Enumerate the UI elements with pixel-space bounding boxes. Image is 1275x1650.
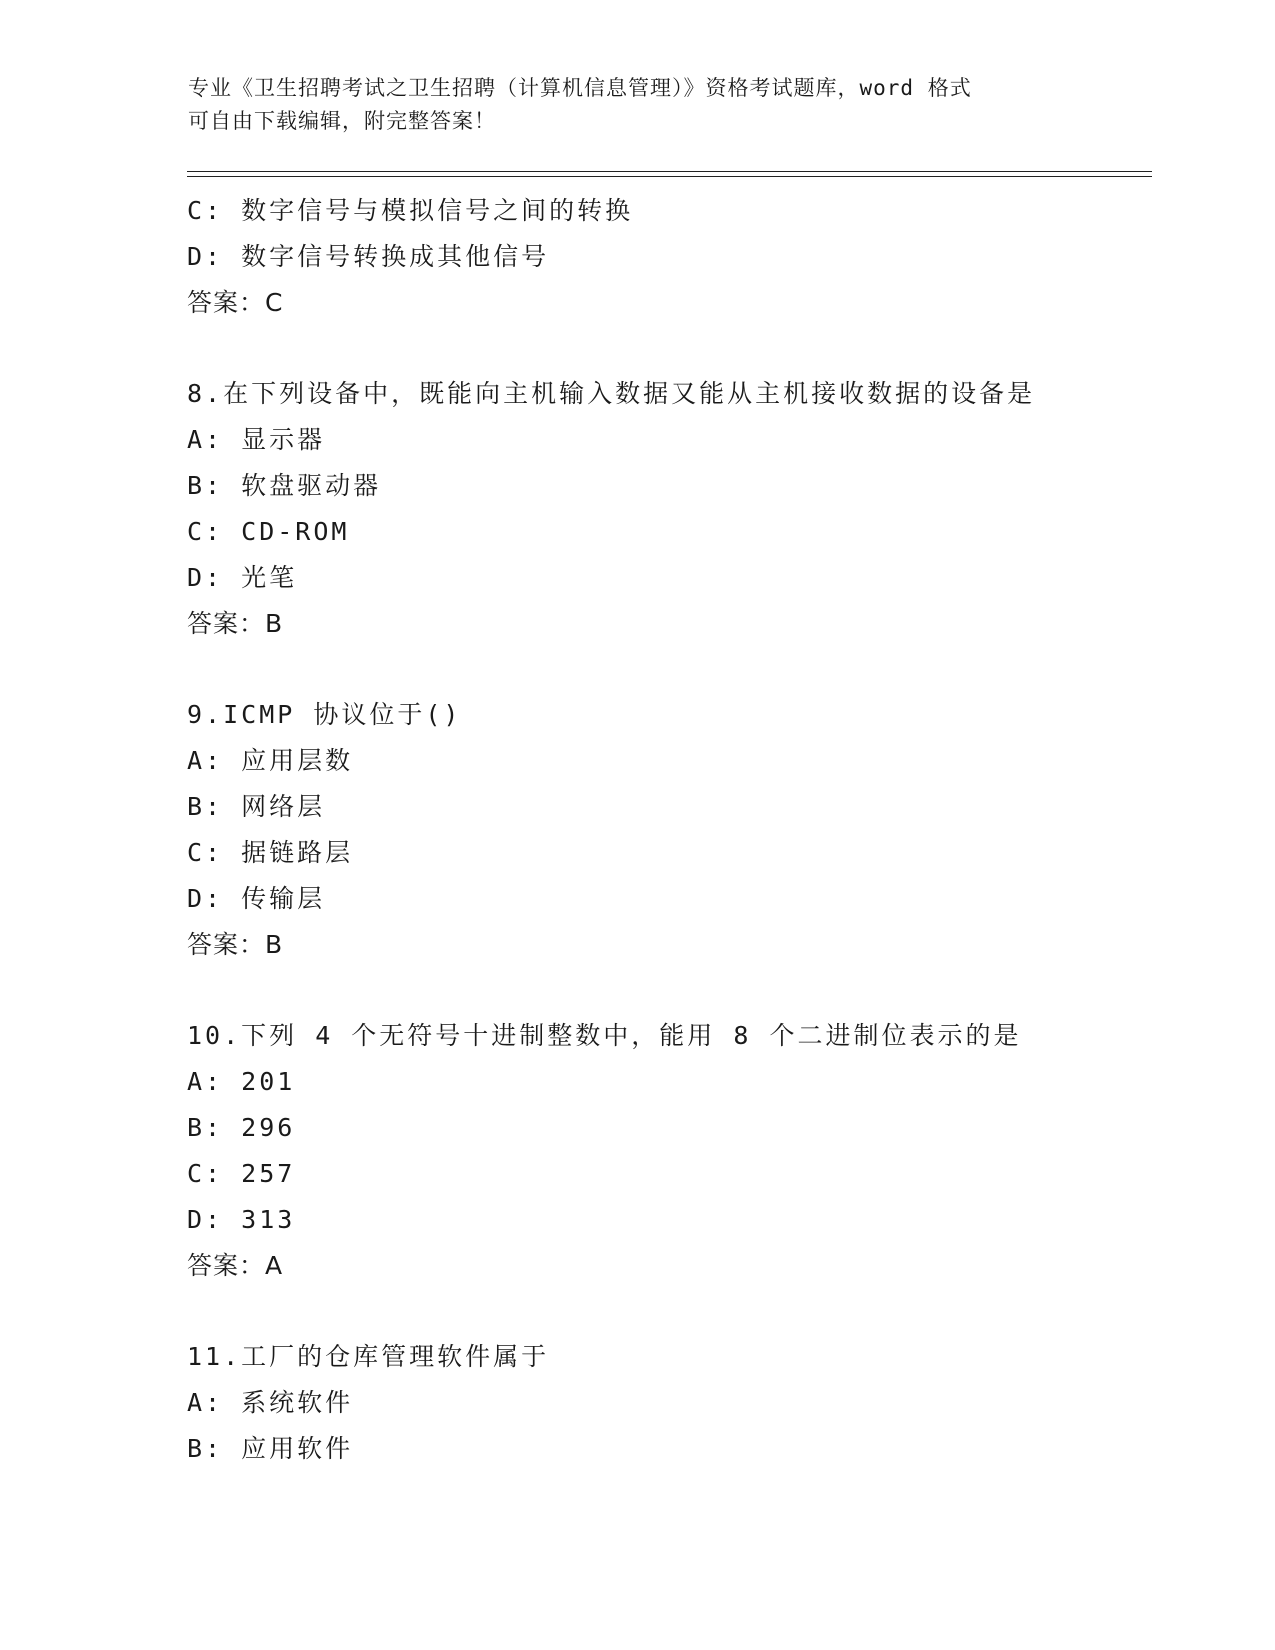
option-a: A: 201 xyxy=(187,1067,296,1096)
answer: 答案：A xyxy=(187,1251,284,1280)
option-d: D: 313 xyxy=(187,1205,296,1234)
header-line-2: 可自由下载编辑，附完整答案！ xyxy=(188,109,496,133)
answer: 答案：C xyxy=(187,288,284,317)
question-list xyxy=(187,188,1147,1472)
option-a: A: 应用层数 xyxy=(187,746,354,775)
option-b: B: 应用软件 xyxy=(187,1434,354,1463)
option-c: C: 257 xyxy=(187,1159,296,1188)
header-divider-bottom xyxy=(187,176,1152,177)
option-c: C: 据链路层 xyxy=(187,838,354,867)
question-9 xyxy=(187,692,1147,968)
option-b: B: 网络层 xyxy=(187,792,326,821)
question-title: 10.下列 4 个无符号十进制整数中，能用 8 个二进制位表示的是 xyxy=(187,1021,1022,1050)
question-title: 8.在下列设备中，既能向主机输入数据又能从主机接收数据的设备是 xyxy=(187,379,1036,408)
question-title: 11.工厂的仓库管理软件属于 xyxy=(187,1342,550,1371)
option-a: A: 显示器 xyxy=(187,425,326,454)
option-b: B: 软盘驱动器 xyxy=(187,471,382,500)
option-c: C: 数字信号与模拟信号之间的转换 xyxy=(187,196,634,225)
question-10 xyxy=(187,1013,1147,1289)
answer: 答案：B xyxy=(187,609,284,638)
document-header xyxy=(188,72,1088,138)
option-d: D: 光笔 xyxy=(187,563,298,592)
question-8 xyxy=(187,371,1147,647)
option-d: D: 数字信号转换成其他信号 xyxy=(187,242,550,271)
option-a: A: 系统软件 xyxy=(187,1388,354,1417)
header-divider-top xyxy=(187,171,1152,172)
header-line-1: 专业《卫生招聘考试之卫生招聘（计算机信息管理）》资格考试题库，word 格式 xyxy=(188,76,972,100)
question-partial xyxy=(187,188,1147,326)
option-c: C: CD-ROM xyxy=(187,517,350,546)
question-title: 9.ICMP 协议位于() xyxy=(187,700,462,729)
option-b: B: 296 xyxy=(187,1113,296,1142)
answer: 答案：B xyxy=(187,930,284,959)
option-d: D: 传输层 xyxy=(187,884,326,913)
question-11 xyxy=(187,1334,1147,1472)
